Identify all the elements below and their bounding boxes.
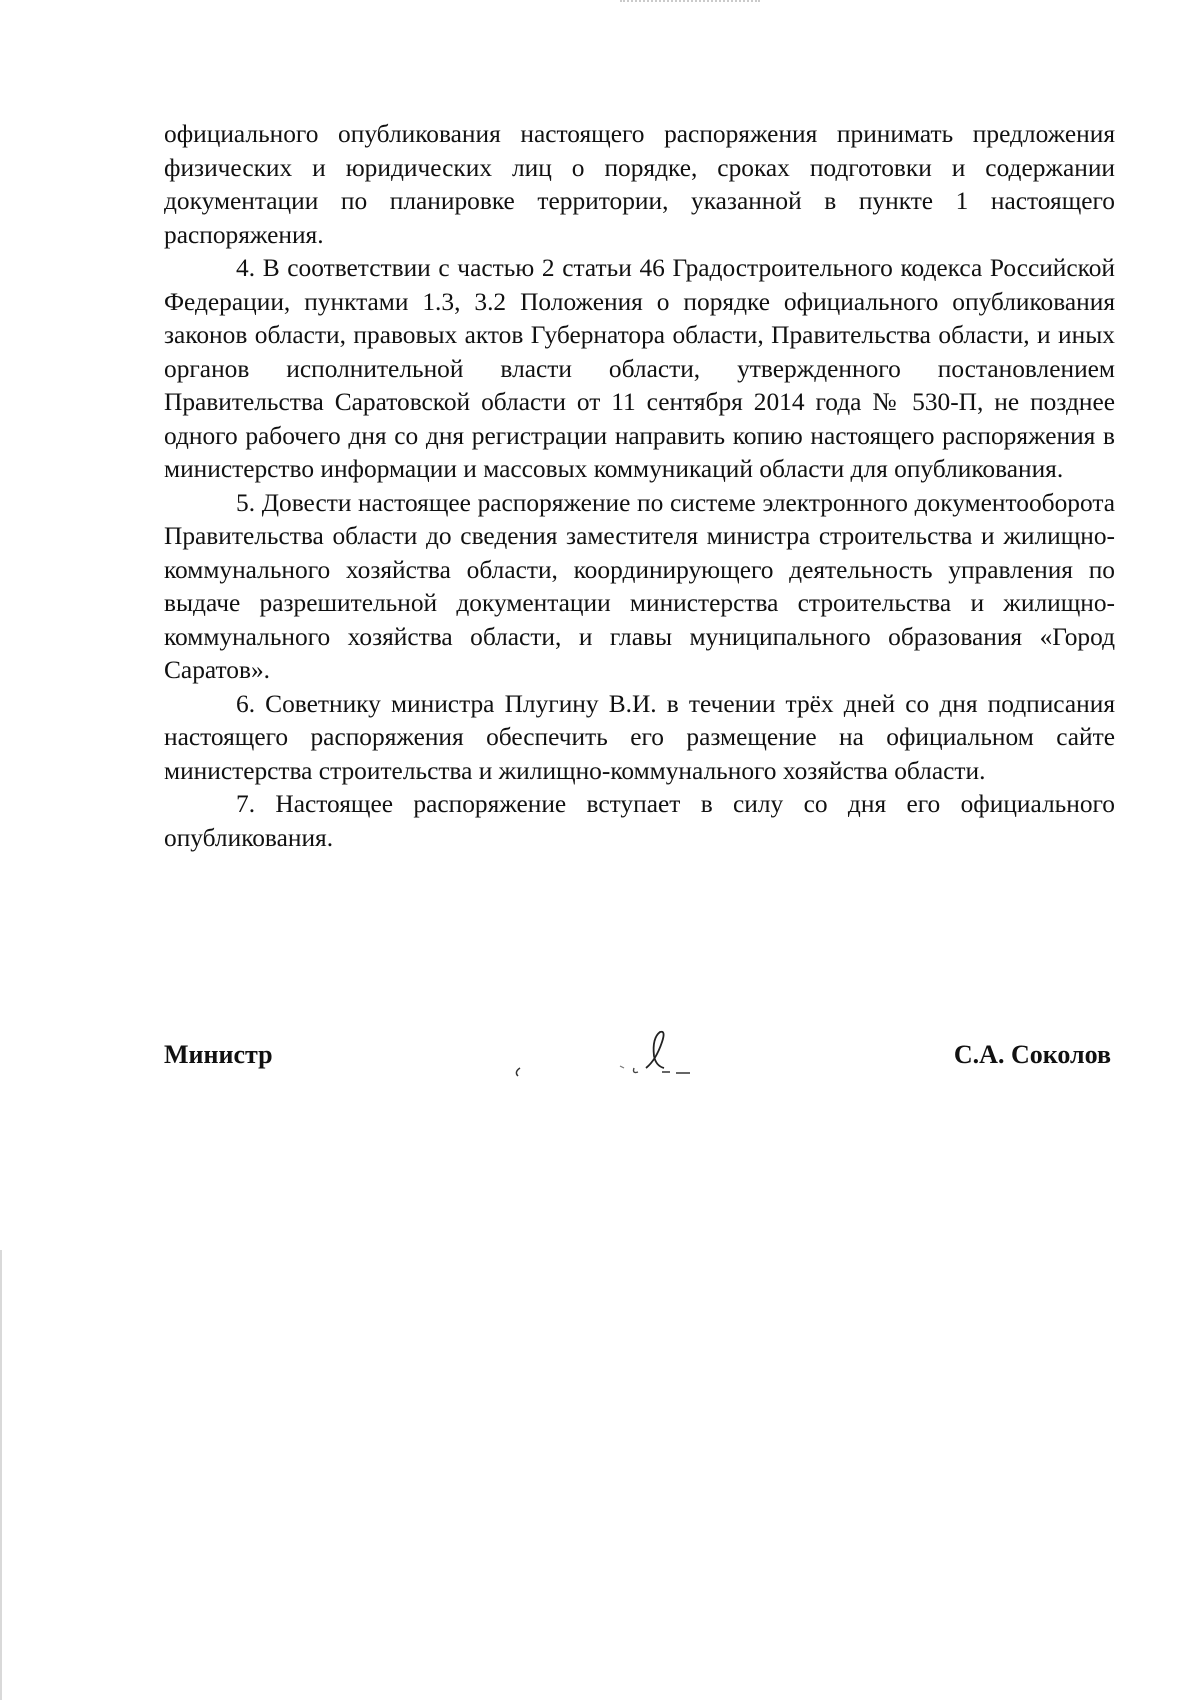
signatory-name: С.А. Соколов	[953, 1040, 1111, 1069]
paragraph-continuation: официального опубликования настоящего распоряжения принимать предложения физических и юридических лиц о порядке, сроках подготовки и содержании документации по планировке территории, указанной в пункте 1 настоящего распоряжения.	[164, 120, 1115, 249]
paragraph-item-4: 4. В соответствии с частью 2 статьи 46 Градостроительного кодекса Российской Федерации, пунктами 1.3, 3.2 Положения о порядке официального опубликования законов области, правовых актов Губернатора области, Правительства области, и иных органов исполнительной власти области, утвержденного постановлением Правительства Саратовской области от 11 сентября 2014 года № 530-П, не позднее одного рабочего дня со дня регистрации направить копию настоящего распоряжения в министерство информации и массовых коммуникаций области для опубликования.	[164, 254, 1115, 483]
signature-block	[164, 1040, 1115, 1090]
scan-edge-line	[0, 1250, 2, 1700]
paragraph-item-7: 7. Настоящее распоряжение вступает в силу со дня его официального опубликования.	[164, 790, 1115, 852]
scan-artifact-top	[620, 0, 760, 8]
signatory-role: Министр	[164, 1040, 273, 1069]
handwritten-signature	[512, 1024, 732, 1084]
paragraph-item-6: 6. Советнику министра Плугину В.И. в течении трёх дней со дня подписания настоящего распоряжения обеспечить его размещение на официальном сайте министерства строительства и жилищно-коммунального хозяйства области.	[164, 689, 1115, 785]
document-body	[164, 118, 1115, 855]
paragraph-item-5: 5. Довести настоящее распоряжение по системе электронного документооборота Правительства области до сведения заместителя министра строительства и жилищно-коммунального хозяйства области, координирующего деятельность управления по выдаче разрешительной документации министерства строительства и жилищно-коммунального хозяйства области, и главы муниципального образования «Город Саратов».	[164, 488, 1115, 684]
